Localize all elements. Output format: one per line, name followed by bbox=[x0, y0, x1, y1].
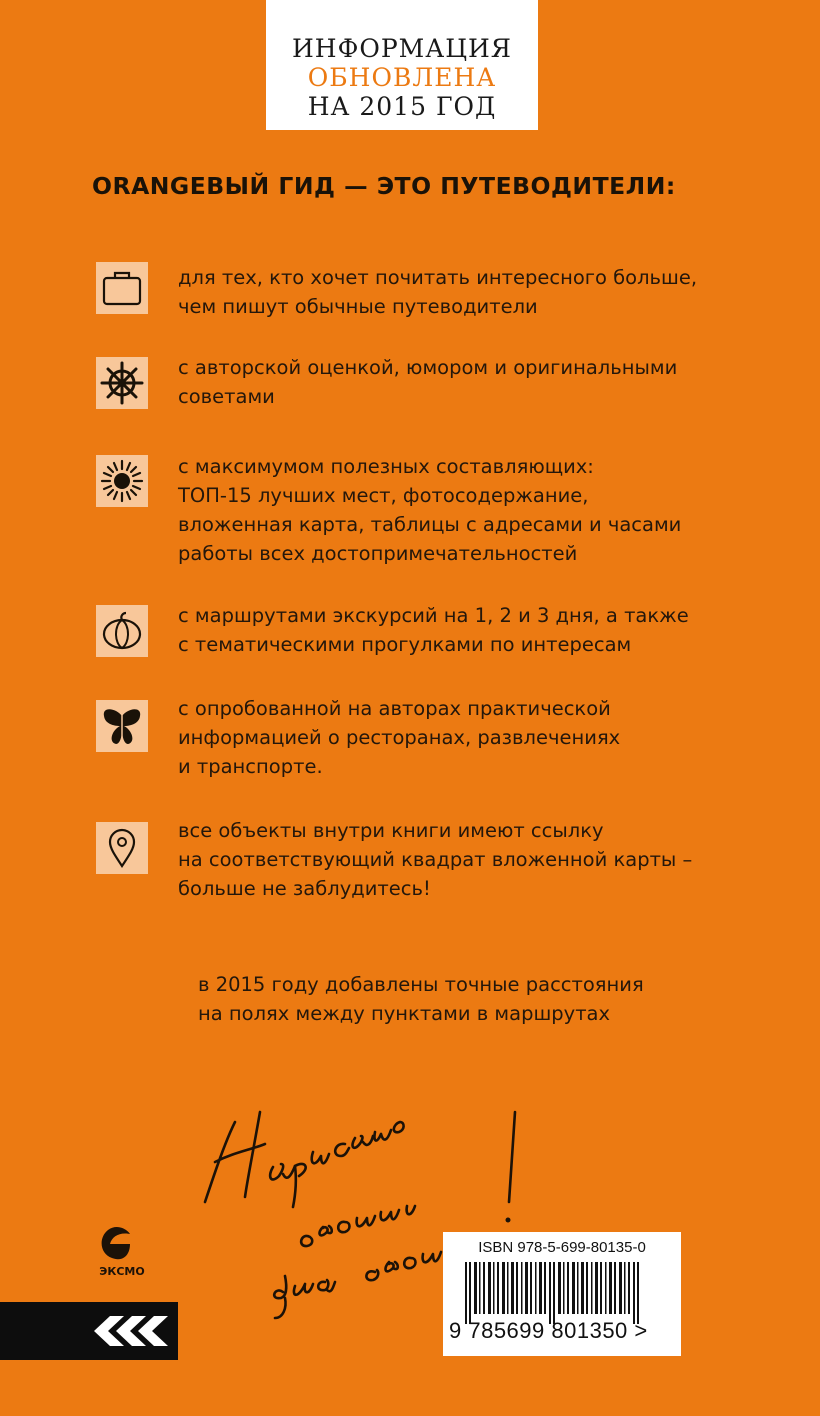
update-note bbox=[198, 970, 698, 1028]
butterfly-icon bbox=[96, 700, 148, 752]
feature-text-1 bbox=[178, 263, 758, 321]
feature-text-3 bbox=[178, 452, 758, 568]
feature-line: с опробованной на авторах практической bbox=[178, 697, 611, 720]
feature-line: вложенная карта, таблицы с адресами и часами bbox=[178, 513, 682, 536]
ship-wheel-icon bbox=[96, 357, 148, 409]
headline: ORANGEВЫЙ ГИД — ЭТО ПУТЕВОДИТЕЛИ: bbox=[92, 172, 676, 200]
feature-line: больше не заблудитесь! bbox=[178, 877, 431, 900]
ean-digits: 9 785699 801350 > bbox=[449, 1318, 648, 1343]
feature-line: с максимумом полезных составляющих: bbox=[178, 455, 594, 478]
isbn-label: ISBN 978-5-699-80135-0 bbox=[478, 1239, 646, 1256]
badge-line-2: ОБНОВЛЕНА bbox=[307, 63, 497, 92]
feature-text-5 bbox=[178, 694, 758, 781]
badge-line-3: НА 2015 ГОД bbox=[307, 92, 497, 121]
feature-line: с авторской оценкой, юмором и оригинальными bbox=[178, 356, 678, 379]
feature-text-2 bbox=[178, 353, 758, 411]
publisher-logo-text: ЭКСМО bbox=[99, 1265, 145, 1278]
note-line: в 2015 году добавлены точные расстояния bbox=[198, 973, 644, 996]
note-line: на полях между пунктами в маршрутах bbox=[198, 1002, 611, 1025]
feature-text-6 bbox=[178, 816, 758, 903]
feature-line: все объекты внутри книги имеют ссылку bbox=[178, 819, 604, 842]
pumpkin-icon bbox=[96, 605, 148, 657]
feature-line: на соответствующий квадрат вложенной карты – bbox=[178, 848, 693, 871]
feature-line: информацией о ресторанах, развлечениях bbox=[178, 726, 621, 749]
feature-line: ТОП-15 лучших мест, фотосодержание, bbox=[178, 484, 589, 507]
map-pin-icon bbox=[96, 822, 148, 874]
barcode bbox=[457, 1262, 667, 1324]
feature-line: с тематическими прогулками по интересам bbox=[178, 633, 632, 656]
feature-line: чем пишут обычные путеводители bbox=[178, 295, 538, 318]
feature-line: работы всех достопримечательностей bbox=[178, 542, 578, 565]
update-badge bbox=[266, 0, 538, 130]
publisher-bar bbox=[0, 1302, 178, 1360]
feature-line: и транспорте. bbox=[178, 755, 323, 778]
isbn-barcode-box bbox=[443, 1232, 681, 1356]
feature-line: с маршрутами экскурсий на 1, 2 и 3 дня, а также bbox=[178, 604, 689, 627]
sun-icon bbox=[96, 455, 148, 507]
badge-line-1: ИНФОРМАЦИЯ bbox=[292, 34, 512, 63]
eksmo-logo-icon bbox=[90, 1210, 160, 1290]
suitcase-icon bbox=[96, 262, 148, 314]
feature-text-4 bbox=[178, 601, 758, 659]
feature-line: советами bbox=[178, 385, 275, 408]
feature-line: для тех, кто хочет почитать интересного больше, bbox=[178, 266, 698, 289]
chevrons-left-icon bbox=[0, 1302, 178, 1360]
